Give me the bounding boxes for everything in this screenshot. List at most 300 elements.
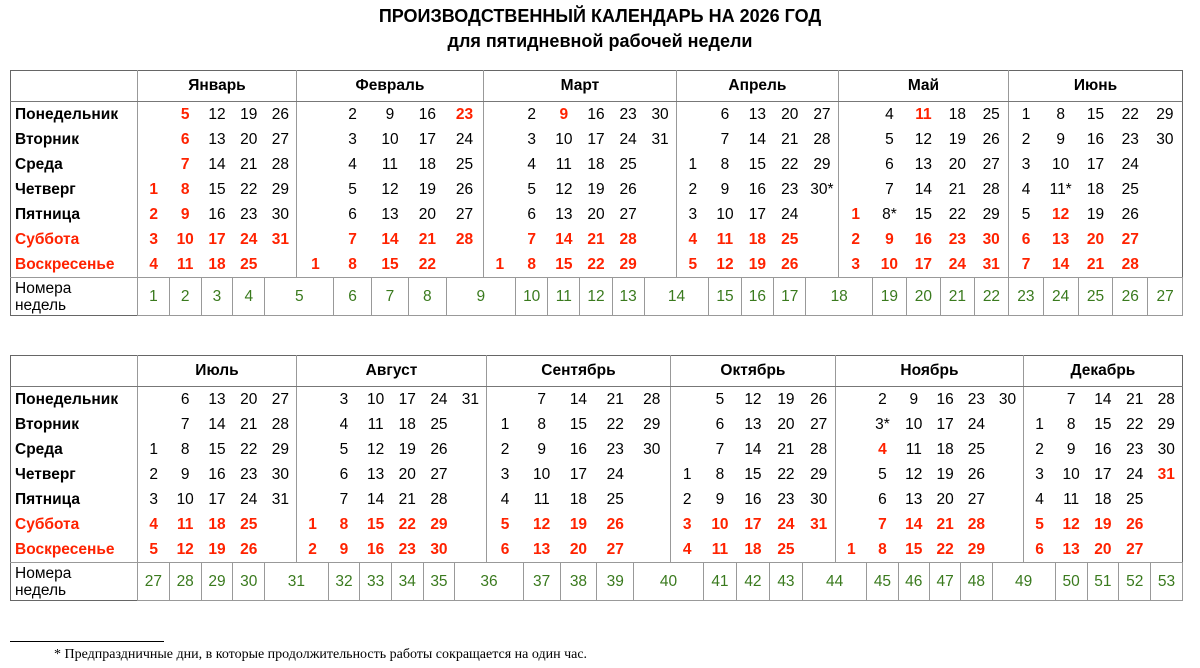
weekday-label: Суббота xyxy=(15,230,80,248)
week-numbers-label xyxy=(11,563,138,601)
work-day: 4 xyxy=(339,415,349,433)
empty-cell xyxy=(297,177,334,202)
weekday-row xyxy=(11,412,1183,437)
weekday-row xyxy=(11,512,1183,537)
work-day: 21 xyxy=(777,440,795,458)
weekday-row xyxy=(11,437,1183,462)
holiday-day: 24 xyxy=(777,515,795,533)
work-day: 27 xyxy=(271,390,289,408)
holiday-day: 12 xyxy=(1062,515,1080,533)
work-day: 24 xyxy=(967,415,986,433)
work-day: 21 xyxy=(240,155,258,173)
work-day: 21 xyxy=(1126,390,1144,408)
empty-cell xyxy=(297,202,334,227)
holiday-day: 8 xyxy=(878,540,887,558)
week-number: 36 xyxy=(455,563,523,601)
work-day: 19 xyxy=(587,180,605,198)
month-name: Январь xyxy=(138,71,297,102)
work-day: 9 xyxy=(385,105,395,123)
empty-cell xyxy=(644,252,676,278)
week-numbers-label-line1: Номера xyxy=(15,279,72,297)
holiday-day: 5 xyxy=(486,512,523,537)
work-day: 26 xyxy=(810,390,828,408)
work-day: 31 xyxy=(461,390,479,408)
work-day: 6 xyxy=(348,205,357,223)
holiday-day: 31 xyxy=(810,515,828,533)
work-day: 13 xyxy=(367,465,385,483)
work-day: 28 xyxy=(810,440,828,458)
work-day: 8 xyxy=(1066,415,1076,433)
work-day: 29 xyxy=(982,205,1000,223)
holiday-day: 29 xyxy=(967,540,986,558)
week-number: 47 xyxy=(929,563,960,601)
empty-cell xyxy=(835,512,866,537)
holiday-day: 28 xyxy=(967,515,986,533)
empty-cell xyxy=(483,152,515,177)
work-day: 28 xyxy=(982,180,1000,198)
holiday-day: 7 xyxy=(180,155,190,173)
work-day: 13 xyxy=(381,205,399,223)
work-day: 27 xyxy=(982,155,1000,173)
weekday-row xyxy=(11,177,1183,202)
weekday-label: Пятница xyxy=(15,490,81,508)
week-number: 10 xyxy=(516,278,548,316)
empty-cell xyxy=(992,512,1023,537)
work-day: 15 xyxy=(1094,415,1112,433)
work-day: 12 xyxy=(744,390,762,408)
work-day: 19 xyxy=(398,440,416,458)
work-day: 20 xyxy=(587,205,605,223)
work-day: 13 xyxy=(208,130,226,148)
work-day: 19 xyxy=(777,390,795,408)
week-number: 49 xyxy=(992,563,1055,601)
holiday-day: 11 xyxy=(177,255,194,273)
holiday-day: 8 xyxy=(339,515,349,533)
work-day: 18 xyxy=(936,440,954,458)
holiday-day: 20 xyxy=(1086,230,1105,248)
work-day: 21 xyxy=(398,490,416,508)
work-day: 13 xyxy=(748,105,766,123)
holiday-day: 9 xyxy=(559,105,569,123)
empty-cell xyxy=(455,487,487,512)
work-day: 24 xyxy=(781,205,799,223)
work-day: 23 xyxy=(240,465,258,483)
month-header-row xyxy=(11,71,1183,102)
holiday-day: 10 xyxy=(880,255,899,273)
work-day: 24 xyxy=(606,465,624,483)
work-day: 1 xyxy=(1008,102,1043,128)
holiday-day: 13 xyxy=(1052,230,1070,248)
work-day: 6 xyxy=(715,415,725,433)
work-day: 24 xyxy=(1126,465,1144,483)
empty-cell xyxy=(297,127,334,152)
work-day: 6 xyxy=(878,490,887,508)
empty-cell xyxy=(297,102,334,128)
empty-cell xyxy=(1148,152,1183,177)
holiday-day: 1 xyxy=(838,202,872,227)
week-number: 43 xyxy=(769,563,802,601)
empty-cell xyxy=(992,537,1023,563)
work-day: 24 xyxy=(240,490,258,508)
month-name: Ноябрь xyxy=(835,356,1023,387)
work-day: 30 xyxy=(1157,440,1175,458)
work-day: 22 xyxy=(240,180,258,198)
work-day: 18 xyxy=(398,415,416,433)
work-day: 22 xyxy=(606,415,624,433)
holiday-day: 13 xyxy=(533,540,551,558)
work-day: 25 xyxy=(1126,490,1144,508)
empty-cell xyxy=(265,512,297,537)
work-day: 11 xyxy=(905,440,922,458)
work-day: 1 xyxy=(138,437,170,462)
work-day: 7 xyxy=(180,415,190,433)
week-number: 45 xyxy=(867,563,898,601)
holiday-day: 18 xyxy=(208,515,226,533)
work-day: 8* xyxy=(882,205,897,223)
work-day: 26 xyxy=(430,440,448,458)
week-number: 44 xyxy=(802,563,866,601)
holiday-day: 15 xyxy=(905,540,923,558)
week-number: 9 xyxy=(446,278,516,316)
empty-cell xyxy=(644,177,676,202)
work-day: 25 xyxy=(430,415,448,433)
empty-cell xyxy=(644,202,676,227)
holiday-day: 3 xyxy=(838,252,872,278)
week-number: 30 xyxy=(233,563,265,601)
empty-cell xyxy=(138,152,170,177)
work-day: 29 xyxy=(1157,415,1175,433)
work-day: 25 xyxy=(982,105,1000,123)
work-day: 25 xyxy=(606,490,624,508)
holiday-day: 8 xyxy=(527,255,536,273)
work-day: 8 xyxy=(720,155,730,173)
month-name: Декабрь xyxy=(1023,356,1182,387)
week-number: 42 xyxy=(736,563,769,601)
holiday-day: 17 xyxy=(208,230,226,248)
work-day: 18 xyxy=(1094,490,1112,508)
weekday-row xyxy=(11,537,1183,563)
empty-cell xyxy=(676,102,708,128)
work-day: 7 xyxy=(720,130,730,148)
holiday-day: 30 xyxy=(982,230,1000,248)
holiday-day: 7 xyxy=(878,515,887,533)
work-day: 20 xyxy=(398,465,416,483)
week-number: 13 xyxy=(612,278,644,316)
holiday-day: 27 xyxy=(606,540,624,558)
week-number: 14 xyxy=(644,278,709,316)
empty-cell xyxy=(838,152,872,177)
work-day: 26 xyxy=(619,180,637,198)
holiday-day: 14 xyxy=(381,230,399,248)
holiday-day: 7 xyxy=(348,230,357,248)
work-day: 19 xyxy=(948,130,967,148)
week-number: 26 xyxy=(1113,278,1148,316)
holiday-day: 1 xyxy=(138,177,170,202)
weekday-row xyxy=(11,462,1183,487)
week-number: 33 xyxy=(360,563,392,601)
holiday-day: 8 xyxy=(180,180,190,198)
work-day: 2 xyxy=(1023,437,1055,462)
holiday-day: 19 xyxy=(208,540,226,558)
week-numbers-label xyxy=(11,278,138,316)
holiday-day: 5 xyxy=(1023,512,1055,537)
work-day: 19 xyxy=(1086,205,1105,223)
holiday-day: 20 xyxy=(1094,540,1112,558)
weekday-label: Среда xyxy=(15,440,63,458)
week-numbers-label-line2: недель xyxy=(15,296,67,314)
work-day: 16 xyxy=(208,205,226,223)
work-day: 21 xyxy=(606,390,624,408)
holiday-day: 11 xyxy=(915,105,932,123)
work-day: 1 xyxy=(676,152,708,177)
work-day: 2 xyxy=(676,177,708,202)
holiday-day: 30 xyxy=(430,540,448,558)
work-day: 14 xyxy=(208,155,226,173)
work-day: 6 xyxy=(180,390,190,408)
work-day: 3 xyxy=(676,202,708,227)
work-day: 10 xyxy=(533,465,551,483)
holiday-day: 24 xyxy=(948,255,967,273)
work-day: 19 xyxy=(936,465,954,483)
holiday-day: 25 xyxy=(777,540,795,558)
work-day: 10 xyxy=(367,390,385,408)
holiday-day: 2 xyxy=(138,202,170,227)
holiday-day: 3 xyxy=(670,512,703,537)
holiday-day: 7 xyxy=(527,230,536,248)
work-day: 27 xyxy=(430,465,448,483)
work-day: 30 xyxy=(271,465,289,483)
week-number: 7 xyxy=(371,278,408,316)
work-day: 26 xyxy=(455,180,474,198)
week-number: 6 xyxy=(334,278,371,316)
work-day: 23 xyxy=(781,180,799,198)
week-number: 3 xyxy=(201,278,233,316)
week-number: 40 xyxy=(634,563,704,601)
week-number: 23 xyxy=(1008,278,1043,316)
work-day: 7 xyxy=(715,440,725,458)
work-day: 17 xyxy=(398,390,416,408)
work-day: 22 xyxy=(1126,415,1144,433)
holiday-day: 29 xyxy=(619,255,637,273)
empty-cell xyxy=(446,252,483,278)
empty-cell xyxy=(670,412,703,437)
holiday-day: 16 xyxy=(367,540,385,558)
week-number: 22 xyxy=(974,278,1008,316)
work-day: 22 xyxy=(781,155,799,173)
empty-cell xyxy=(1148,252,1183,278)
week-number: 31 xyxy=(265,563,328,601)
empty-cell xyxy=(835,437,866,462)
week-number: 24 xyxy=(1043,278,1078,316)
holiday-day: 18 xyxy=(208,255,226,273)
work-day: 18 xyxy=(948,105,967,123)
work-day: 14 xyxy=(569,390,588,408)
work-day: 23 xyxy=(1121,130,1139,148)
holiday-day: 22 xyxy=(587,255,605,273)
work-day: 14 xyxy=(367,490,385,508)
month-name: Апрель xyxy=(676,71,838,102)
work-day: 6 xyxy=(339,465,349,483)
week-number: 27 xyxy=(138,563,170,601)
calendar-table-first-half xyxy=(10,70,1183,316)
empty-cell xyxy=(138,102,170,128)
work-day: 6 xyxy=(885,155,894,173)
work-day: 16 xyxy=(569,440,588,458)
work-day: 24 xyxy=(430,390,448,408)
work-day: 20 xyxy=(240,130,258,148)
work-day: 7 xyxy=(1066,390,1076,408)
empty-cell xyxy=(296,462,328,487)
empty-cell xyxy=(992,437,1023,462)
work-day: 9 xyxy=(1066,440,1076,458)
week-number: 48 xyxy=(961,563,992,601)
work-day: 28 xyxy=(1157,390,1175,408)
empty-cell xyxy=(138,387,170,413)
holiday-day: 29 xyxy=(430,515,448,533)
empty-cell xyxy=(1151,487,1183,512)
work-day: 25 xyxy=(967,440,986,458)
holiday-day: 6 xyxy=(486,537,523,563)
work-day: 16 xyxy=(587,105,605,123)
work-day: 9 xyxy=(909,390,919,408)
empty-cell xyxy=(670,387,703,413)
work-day: 30* xyxy=(810,180,834,198)
work-day: 4 xyxy=(1023,487,1055,512)
work-day: 22 xyxy=(777,465,795,483)
weekday-label: Пятница xyxy=(15,205,81,223)
holiday-day: 14 xyxy=(1052,255,1070,273)
work-day: 1 xyxy=(1023,412,1055,437)
work-day: 24 xyxy=(455,130,474,148)
week-numbers-row xyxy=(11,563,1183,601)
week-number: 15 xyxy=(709,278,741,316)
work-day: 29 xyxy=(271,180,289,198)
empty-cell xyxy=(297,152,334,177)
empty-cell xyxy=(835,487,866,512)
work-day: 15 xyxy=(748,155,766,173)
work-day: 16 xyxy=(748,180,766,198)
work-day: 30 xyxy=(1156,130,1174,148)
page-subtitle: для пятидневной рабочей недели xyxy=(447,31,753,51)
empty-cell xyxy=(634,512,671,537)
empty-cell xyxy=(138,127,170,152)
work-day: 13 xyxy=(914,155,933,173)
work-day: 20 xyxy=(240,390,258,408)
work-day: 5 xyxy=(878,465,887,483)
work-day: 11 xyxy=(381,155,399,173)
work-day: 10 xyxy=(555,130,573,148)
work-day: 20 xyxy=(418,205,436,223)
work-day: 13 xyxy=(744,415,762,433)
holiday-day: 4 xyxy=(138,252,170,278)
work-day: 10 xyxy=(905,415,923,433)
week-number: 8 xyxy=(409,278,446,316)
work-day: 30 xyxy=(271,205,289,223)
work-day: 17 xyxy=(569,465,588,483)
work-day: 20 xyxy=(781,105,799,123)
work-day: 18 xyxy=(418,155,436,173)
work-day: 4 xyxy=(885,105,894,123)
work-day: 21 xyxy=(781,130,799,148)
holiday-day: 4 xyxy=(670,537,703,563)
holiday-day: 6 xyxy=(180,130,190,148)
work-day: 28 xyxy=(643,390,661,408)
work-day: 9 xyxy=(180,465,190,483)
work-day: 17 xyxy=(1086,155,1105,173)
week-number: 21 xyxy=(940,278,974,316)
header-corner xyxy=(11,356,138,387)
week-number: 46 xyxy=(898,563,929,601)
holiday-day: 26 xyxy=(240,540,258,558)
weekday-label: Вторник xyxy=(15,130,79,148)
empty-cell xyxy=(1023,387,1055,413)
work-day: 27 xyxy=(619,205,637,223)
empty-cell xyxy=(634,487,671,512)
holiday-day: 10 xyxy=(176,230,194,248)
holiday-day: 31 xyxy=(271,230,289,248)
work-day: 14 xyxy=(208,415,226,433)
empty-cell xyxy=(644,152,676,177)
work-day: 2 xyxy=(527,105,536,123)
work-day: 29 xyxy=(1156,105,1174,123)
work-day: 16 xyxy=(1094,440,1112,458)
work-day: 21 xyxy=(948,180,967,198)
holiday-day: 19 xyxy=(1094,515,1112,533)
empty-cell xyxy=(835,412,866,437)
holiday-day: 12 xyxy=(533,515,551,533)
work-day: 17 xyxy=(748,205,766,223)
holiday-day: 25 xyxy=(240,515,258,533)
work-day: 27 xyxy=(271,130,289,148)
work-day: 11 xyxy=(1063,490,1080,508)
empty-cell xyxy=(483,202,515,227)
holiday-day: 23 xyxy=(948,230,967,248)
work-day: 5 xyxy=(885,130,894,148)
empty-cell xyxy=(483,227,515,252)
holiday-day: 2 xyxy=(296,537,328,563)
work-day: 31 xyxy=(271,490,289,508)
weekday-row xyxy=(11,487,1183,512)
weekday-row xyxy=(11,252,1183,278)
holiday-day: 15 xyxy=(367,515,385,533)
holiday-day: 18 xyxy=(748,230,766,248)
holiday-day: 28 xyxy=(1121,255,1139,273)
work-day: 9 xyxy=(1056,130,1065,148)
holiday-day: 3 xyxy=(138,227,170,252)
work-day: 17 xyxy=(208,490,226,508)
empty-cell xyxy=(265,252,297,278)
work-day: 9 xyxy=(720,180,730,198)
weekday-label: Четверг xyxy=(15,180,76,198)
holiday-day: 22 xyxy=(418,255,436,273)
work-day: 18 xyxy=(587,155,605,173)
holiday-day: 4 xyxy=(676,227,708,252)
work-day: 10 xyxy=(716,205,734,223)
holiday-day: 6 xyxy=(1023,537,1055,563)
work-day: 22 xyxy=(240,440,258,458)
week-number: 19 xyxy=(872,278,906,316)
month-name: Сентябрь xyxy=(486,356,670,387)
work-day: 5 xyxy=(348,180,357,198)
weekday-label: Среда xyxy=(15,155,63,173)
work-day: 26 xyxy=(967,465,986,483)
work-day: 18 xyxy=(569,490,588,508)
week-number: 17 xyxy=(774,278,806,316)
work-day: 15 xyxy=(914,205,933,223)
empty-cell xyxy=(297,227,334,252)
holiday-day: 27 xyxy=(1126,540,1144,558)
work-day: 7 xyxy=(339,490,349,508)
